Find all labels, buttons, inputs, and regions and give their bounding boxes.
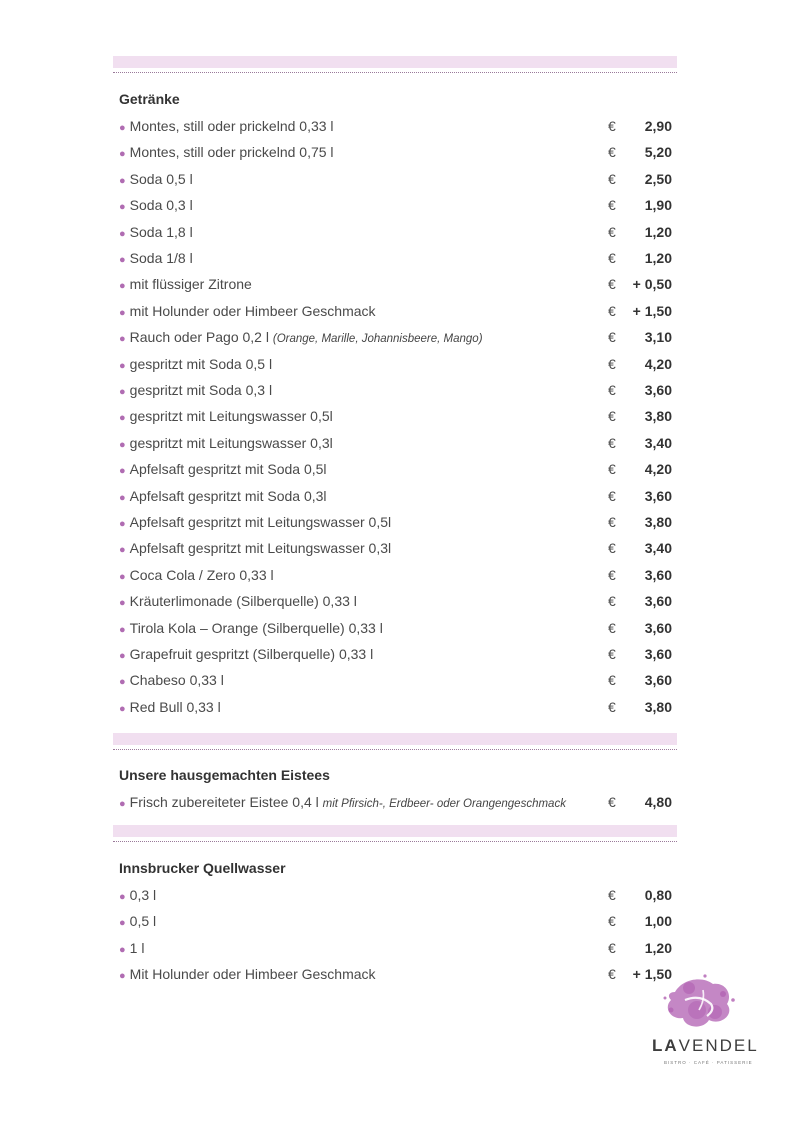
menu-item-name	[119, 195, 193, 217]
currency-symbol: €	[608, 672, 616, 689]
currency-symbol: €	[608, 514, 616, 530]
menu-item-name	[119, 486, 327, 508]
menu-item-label: Grapefruit gespritzt (Silberquelle) 0,33 l	[129, 646, 374, 662]
menu-item-price: 3,60	[644, 619, 672, 636]
menu-item	[119, 433, 672, 453]
menu-item-name	[119, 433, 333, 455]
menu-item	[119, 565, 672, 585]
menu-item-label: Red Bull 0,33 l	[129, 698, 221, 715]
bullet-icon: ●	[119, 174, 126, 187]
menu-item	[119, 644, 672, 664]
menu-item-name	[119, 222, 193, 244]
menu-item-price: + 1,50	[632, 302, 672, 319]
menu-item-label: Mit Holunder oder Himbeer Geschmack	[129, 966, 376, 983]
menu-item-price: 0,80	[644, 887, 672, 903]
menu-item-label: Apfelsaft gespritzt mit Soda 0,3l	[129, 487, 327, 504]
currency-symbol: €	[608, 170, 616, 187]
menu-item	[119, 618, 672, 638]
menu-item-label: mit Holunder oder Himbeer Geschmack	[129, 302, 376, 319]
menu-item	[119, 406, 672, 426]
menu-item	[119, 885, 672, 905]
menu-item-price: 1,20	[644, 250, 672, 266]
currency-symbol: €	[608, 276, 616, 293]
menu-item-label: gespritzt mit Soda 0,3 l	[129, 382, 273, 398]
menu-item-label: 1 l	[129, 939, 145, 956]
currency-symbol: €	[608, 302, 616, 319]
currency-symbol: €	[608, 197, 616, 214]
menu-item-label: 0,3 l	[129, 887, 157, 903]
menu-item-name	[119, 792, 566, 814]
bullet-icon: ●	[119, 201, 126, 214]
currency-symbol: €	[608, 329, 616, 346]
currency-symbol: €	[608, 887, 616, 903]
menu-item-name	[119, 274, 252, 296]
currency-symbol: €	[608, 408, 616, 425]
menu-item-name	[119, 406, 333, 428]
menu-item-name	[119, 938, 144, 960]
currency-symbol: €	[608, 250, 616, 266]
menu-item-name	[119, 327, 483, 349]
currency-symbol: €	[608, 223, 616, 240]
currency-symbol: €	[608, 566, 616, 583]
bullet-icon: ●	[119, 491, 126, 504]
menu-item-name	[119, 380, 272, 402]
menu-item-label: gespritzt mit Leitungswasser 0,5l	[129, 408, 333, 425]
menu-item	[119, 169, 672, 189]
menu-item-name	[119, 565, 274, 587]
menu-item-note: (Orange, Marille, Johannisbeere, Mango)	[272, 333, 483, 346]
menu-item-name	[119, 116, 334, 138]
menu-item	[119, 222, 672, 242]
bullet-icon: ●	[119, 891, 126, 903]
menu-item-name	[119, 142, 334, 164]
menu-item-label: gespritzt mit Leitungswasser 0,3l	[129, 434, 333, 451]
menu-item-price: 3,60	[644, 566, 672, 583]
menu-item-name	[119, 670, 224, 692]
menu-item-name	[119, 301, 376, 323]
menu-item	[119, 670, 672, 690]
currency-symbol: €	[608, 382, 616, 398]
menu-item-name	[119, 644, 373, 666]
menu-item-price: + 0,50	[632, 276, 672, 293]
menu-item	[119, 591, 672, 611]
menu-item	[119, 274, 672, 294]
menu-item-name	[119, 538, 391, 560]
bullet-icon: ●	[119, 465, 126, 478]
menu-item	[119, 248, 672, 268]
menu-item-price: 3,80	[644, 514, 672, 530]
menu-item	[119, 486, 672, 506]
menu-item-label: Chabeso 0,33 l	[129, 672, 224, 689]
section-band-eistees	[113, 733, 677, 745]
menu-item-price: 3,80	[644, 408, 672, 425]
menu-item-label: Soda 1/8 l	[129, 250, 193, 266]
menu-item	[119, 512, 672, 532]
menu-item-price: 1,20	[644, 223, 672, 240]
menu-item-label: Montes, still oder prickelnd 0,33 l	[129, 118, 334, 134]
menu-item-price: 1,00	[644, 913, 672, 930]
menu-item-price: 2,90	[644, 118, 672, 134]
currency-symbol: €	[608, 434, 616, 451]
bullet-icon: ●	[119, 386, 126, 398]
menu-item-price: + 1,50	[632, 966, 672, 983]
menu-item-name	[119, 618, 383, 640]
menu-item-name	[119, 354, 272, 376]
menu-item-price: 3,40	[644, 434, 672, 451]
bullet-icon: ●	[119, 412, 126, 425]
menu-item-note: mit Pfirsich-, Erdbeer- oder Orangengeschmack	[322, 798, 566, 810]
section-title-quellwasser: Innsbrucker Quellwasser	[119, 860, 286, 876]
menu-item	[119, 938, 672, 958]
menu-item-price: 3,60	[644, 487, 672, 504]
menu-item	[119, 195, 672, 215]
menu-item-label: Rauch oder Pago 0,2 l	[129, 329, 269, 346]
currency-symbol: €	[608, 461, 616, 478]
menu-item-name	[119, 885, 156, 907]
currency-symbol: €	[608, 966, 616, 983]
menu-item-label: Kräuterlimonade (Silberquelle) 0,33 l	[129, 593, 357, 610]
bullet-icon: ●	[119, 676, 126, 689]
currency-symbol: €	[608, 540, 616, 557]
menu-item-price: 3,60	[644, 672, 672, 689]
bullet-icon: ●	[119, 306, 126, 319]
bullet-icon: ●	[119, 254, 126, 266]
currency-symbol: €	[608, 794, 616, 810]
bullet-icon: ●	[119, 702, 126, 715]
menu-item	[119, 964, 672, 984]
bullet-icon: ●	[119, 917, 126, 930]
bullet-icon: ●	[119, 280, 126, 293]
menu-item	[119, 301, 672, 321]
menu-item-label: 0,5 l	[129, 913, 157, 930]
menu-item-price: 1,90	[644, 197, 672, 214]
menu-item-price: 4,20	[644, 355, 672, 372]
menu-item-label: gespritzt mit Soda 0,5 l	[129, 355, 273, 372]
menu-item	[119, 354, 672, 374]
menu-item	[119, 116, 672, 136]
menu-item	[119, 380, 672, 400]
bullet-icon: ●	[119, 227, 126, 240]
bullet-icon: ●	[119, 943, 126, 956]
menu-item	[119, 327, 672, 347]
bullet-icon: ●	[119, 570, 126, 583]
menu-item-name	[119, 169, 193, 191]
section-divider-getraenke	[113, 72, 677, 73]
menu-item-label: Soda 0,5 l	[129, 170, 193, 187]
menu-item	[119, 538, 672, 558]
bullet-icon: ●	[119, 518, 126, 530]
menu-item-label: Apfelsaft gespritzt mit Leitungswasser 0,5l	[129, 514, 392, 530]
currency-symbol: €	[608, 619, 616, 636]
menu-item-name	[119, 459, 327, 481]
menu-item-price: 3,60	[644, 646, 672, 662]
menu-item-name	[119, 964, 376, 986]
currency-symbol: €	[608, 487, 616, 504]
menu-item-name	[119, 248, 193, 270]
menu-item-name	[119, 911, 156, 933]
brand-name-rest: VENDEL	[678, 1036, 759, 1055]
brand-name-bold: LA	[652, 1036, 679, 1055]
menu-item-label: Soda 0,3 l	[129, 197, 193, 214]
menu-item-price: 2,50	[644, 170, 672, 187]
currency-symbol: €	[608, 593, 616, 610]
section-band-getraenke	[113, 56, 677, 68]
menu-item-price: 3,80	[644, 698, 672, 715]
section-title-eistees: Unsere hausgemachten Eistees	[119, 767, 330, 783]
bullet-icon: ●	[119, 623, 126, 636]
bullet-icon: ●	[119, 597, 126, 610]
currency-symbol: €	[608, 939, 616, 956]
bullet-icon: ●	[119, 122, 126, 134]
brand-name	[652, 1036, 759, 1056]
menu-item-price: 4,80	[644, 794, 672, 810]
section-band-quellwasser	[113, 825, 677, 837]
menu-item-name	[119, 697, 221, 719]
menu-item-label: Apfelsaft gespritzt mit Leitungswasser 0,3l	[129, 540, 392, 557]
menu-item-label: mit flüssiger Zitrone	[129, 276, 252, 293]
menu-item-name	[119, 512, 391, 534]
menu-item-price: 3,40	[644, 540, 672, 557]
menu-item-price: 5,20	[644, 144, 672, 161]
bullet-icon: ●	[119, 798, 126, 810]
currency-symbol: €	[608, 913, 616, 930]
menu-item-name	[119, 591, 357, 613]
section-divider-eistees	[113, 749, 677, 750]
menu-item-price: 3,10	[644, 329, 672, 346]
menu-item	[119, 911, 672, 931]
menu-item	[119, 459, 672, 479]
bullet-icon: ●	[119, 650, 126, 662]
menu-item-label: Tirola Kola – Orange (Silberquelle) 0,33 l	[129, 619, 383, 636]
section-title-getraenke: Getränke	[119, 91, 180, 107]
currency-symbol: €	[608, 118, 616, 134]
menu-item-label: Frisch zubereiteter Eistee 0,4 l	[129, 794, 319, 810]
brand-tagline: BISTRO · CAFÉ · PATISSERIE	[664, 1060, 753, 1065]
bullet-icon: ●	[119, 544, 126, 557]
currency-symbol: €	[608, 355, 616, 372]
menu-item-label: Apfelsaft gespritzt mit Soda 0,5l	[129, 461, 327, 478]
menu-item-price: 1,20	[644, 939, 672, 956]
menu-item-price: 4,20	[644, 461, 672, 478]
bullet-icon: ●	[119, 148, 126, 161]
section-divider-quellwasser	[113, 841, 677, 842]
currency-symbol: €	[608, 698, 616, 715]
menu-item-label: Montes, still oder prickelnd 0,75 l	[129, 144, 334, 161]
menu-item-price: 3,60	[644, 382, 672, 398]
menu-item-price: 3,60	[644, 593, 672, 610]
bullet-icon: ●	[119, 438, 126, 451]
bullet-icon: ●	[119, 359, 126, 372]
menu-item-label: Coca Cola / Zero 0,33 l	[129, 566, 274, 583]
bullet-icon: ●	[119, 970, 126, 983]
menu-item	[119, 792, 672, 812]
menu-item-label: Soda 1,8 l	[129, 223, 193, 240]
menu-item	[119, 142, 672, 162]
currency-symbol: €	[608, 646, 616, 662]
bullet-icon: ●	[119, 333, 126, 346]
menu-item	[119, 697, 672, 717]
currency-symbol: €	[608, 144, 616, 161]
